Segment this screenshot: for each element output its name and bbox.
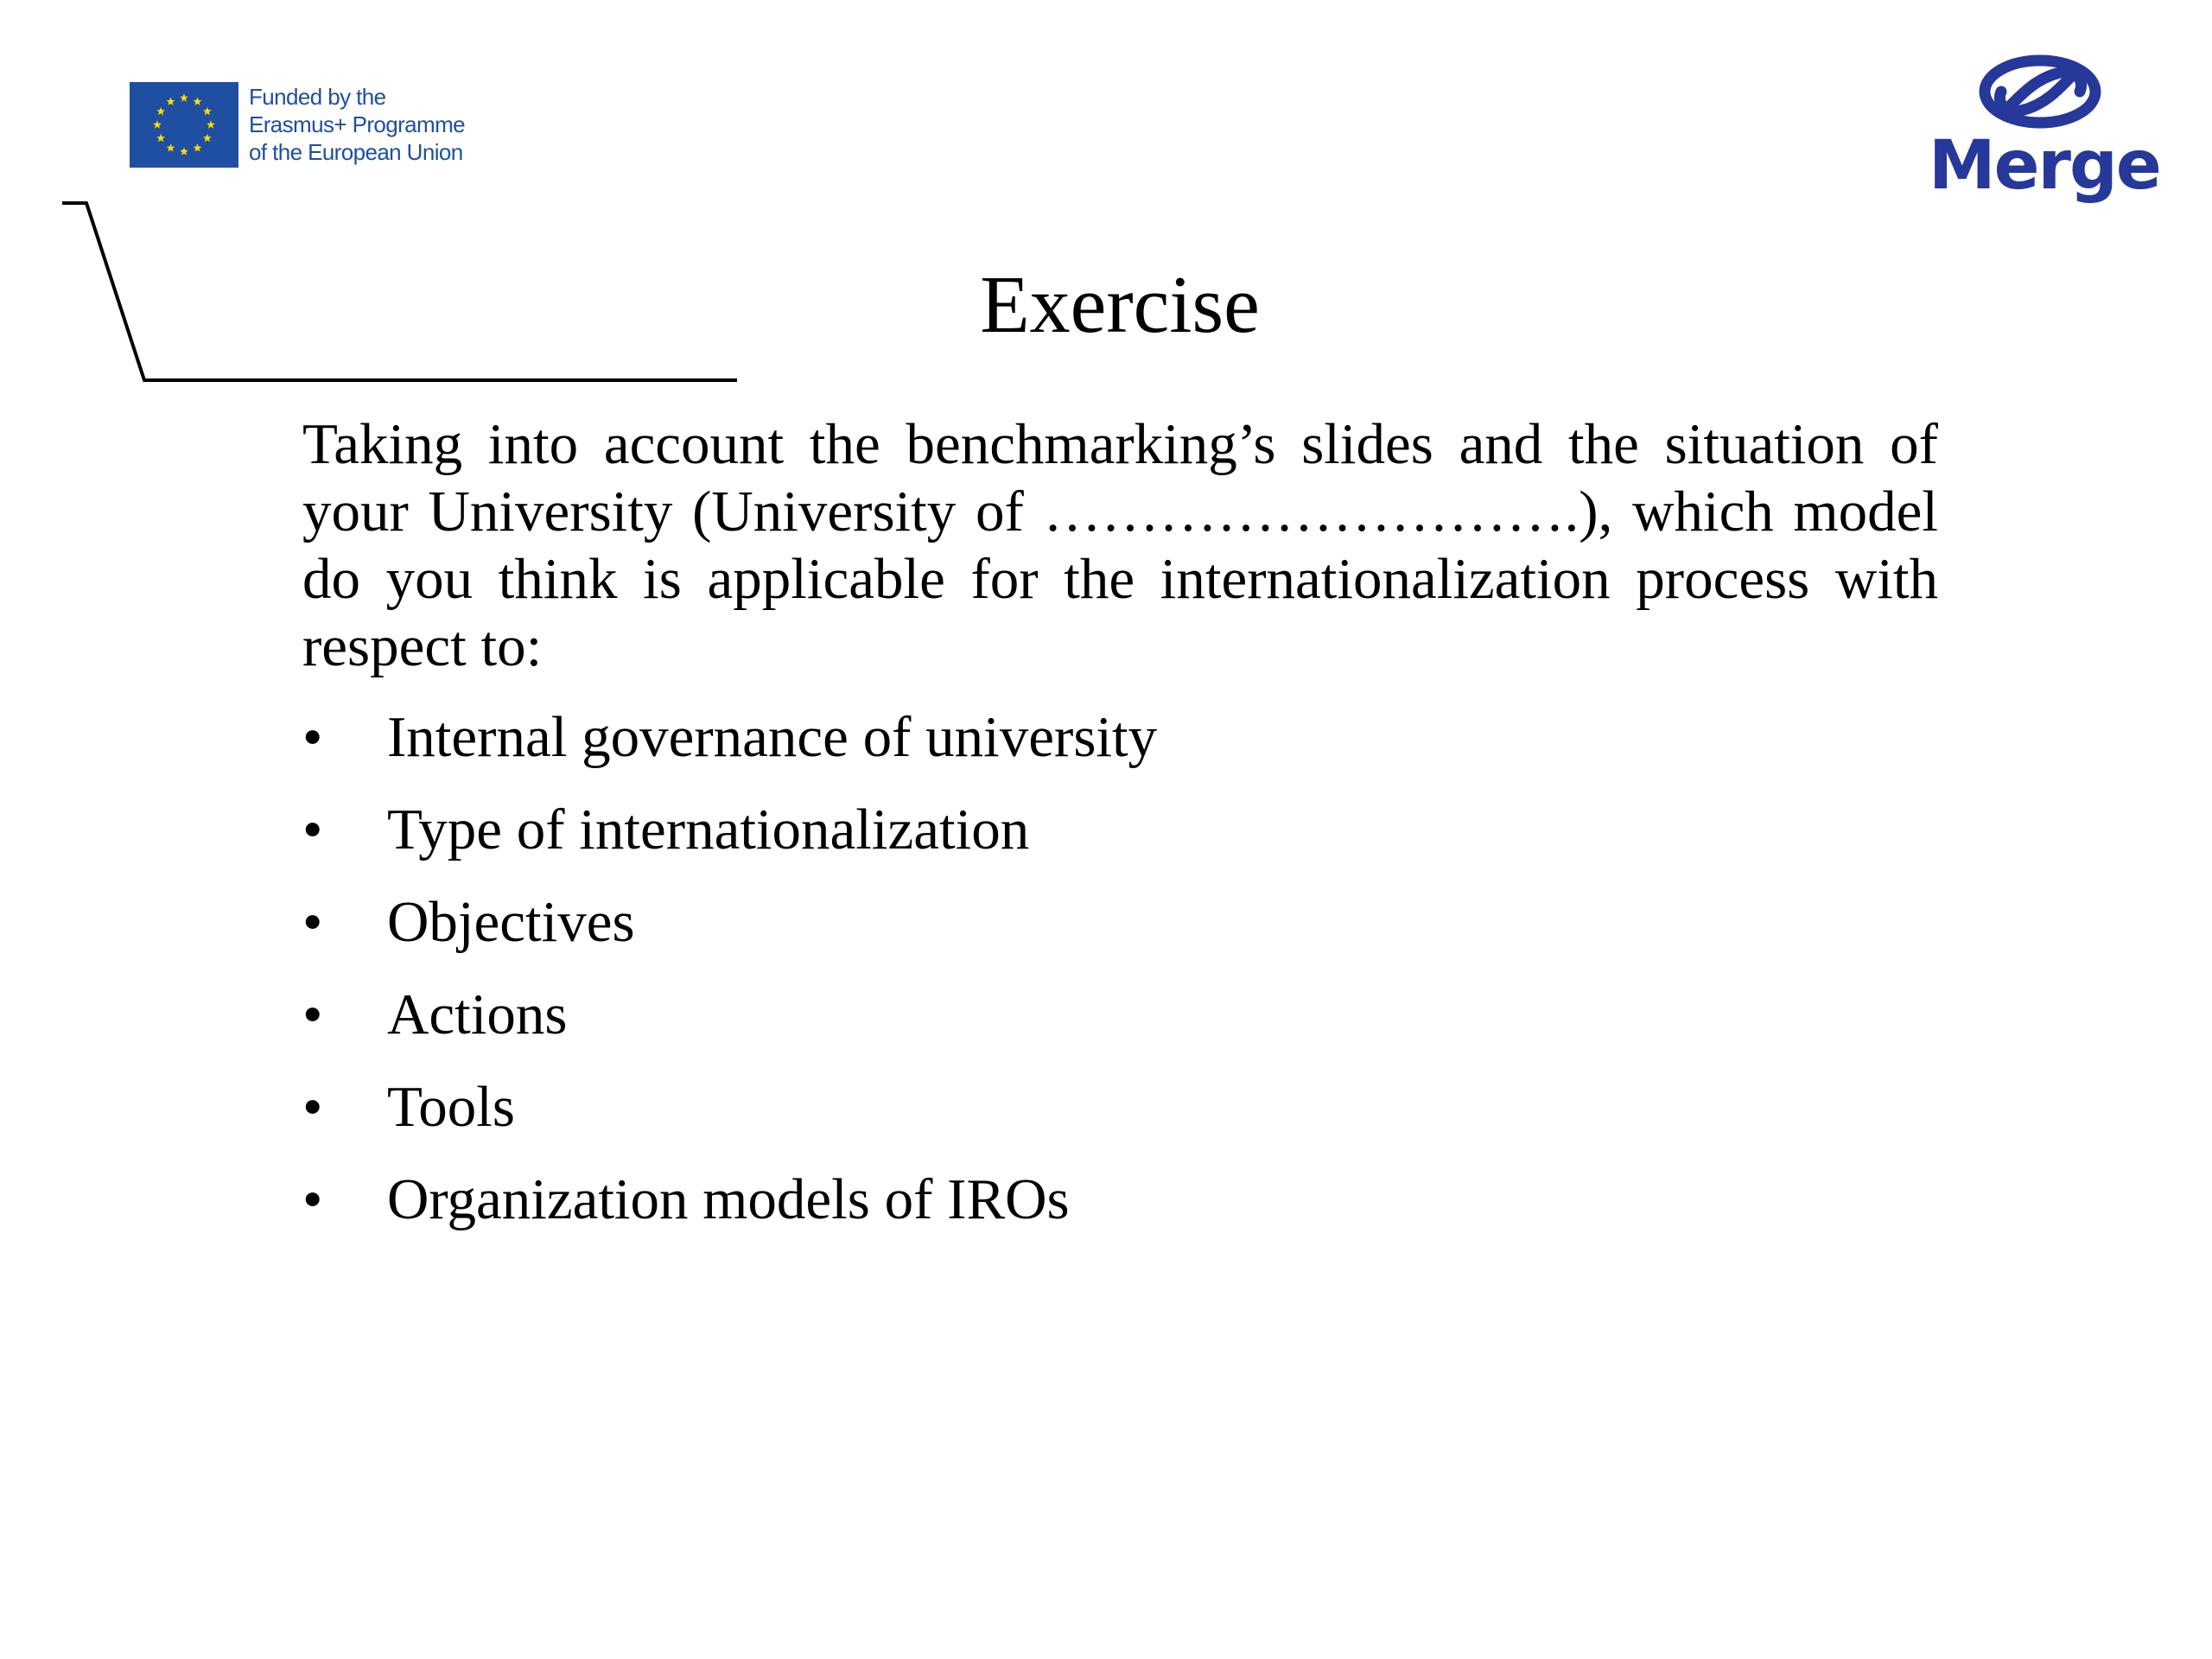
bullet-text: Actions [387,982,568,1046]
list-item [302,969,1157,1061]
bullet-icon: • [302,982,323,1046]
eu-funding-line-2: Erasmus+ Programme [249,111,465,137]
bullet-text: Objectives [387,890,635,954]
bullet-icon: • [302,1075,323,1139]
eu-funding-line-1: Funded by the [249,84,386,110]
bullet-text: Tools [387,1075,515,1139]
list-item [302,784,1157,876]
bullet-text: Type of internationalization [387,798,1030,861]
list-item [302,691,1157,784]
bullet-list [302,691,1157,1246]
list-item [302,1061,1157,1154]
slide-paragraph: Taking into account the benchmarking’s slides and the situation of your University (University of ……………………….), which model do you think is applicable for the internationalization process with respect to: [302,412,1938,678]
bullet-text: Internal governance of university [387,705,1158,769]
bullet-icon: • [302,1167,323,1231]
bullet-icon: • [302,890,323,954]
bullet-text: Organization models of IROs [387,1167,1070,1231]
bullet-icon: • [302,705,323,769]
merge-wordmark: Merge [1929,127,2160,205]
infinity-loop-icon [1978,54,2103,130]
bullet-icon: • [302,798,323,861]
slide-title: Exercise [980,260,1260,350]
eu-funding-line-3: of the European Union [249,139,463,165]
merge-logo [1929,54,2160,218]
list-item [302,1154,1157,1246]
list-item [302,876,1157,969]
